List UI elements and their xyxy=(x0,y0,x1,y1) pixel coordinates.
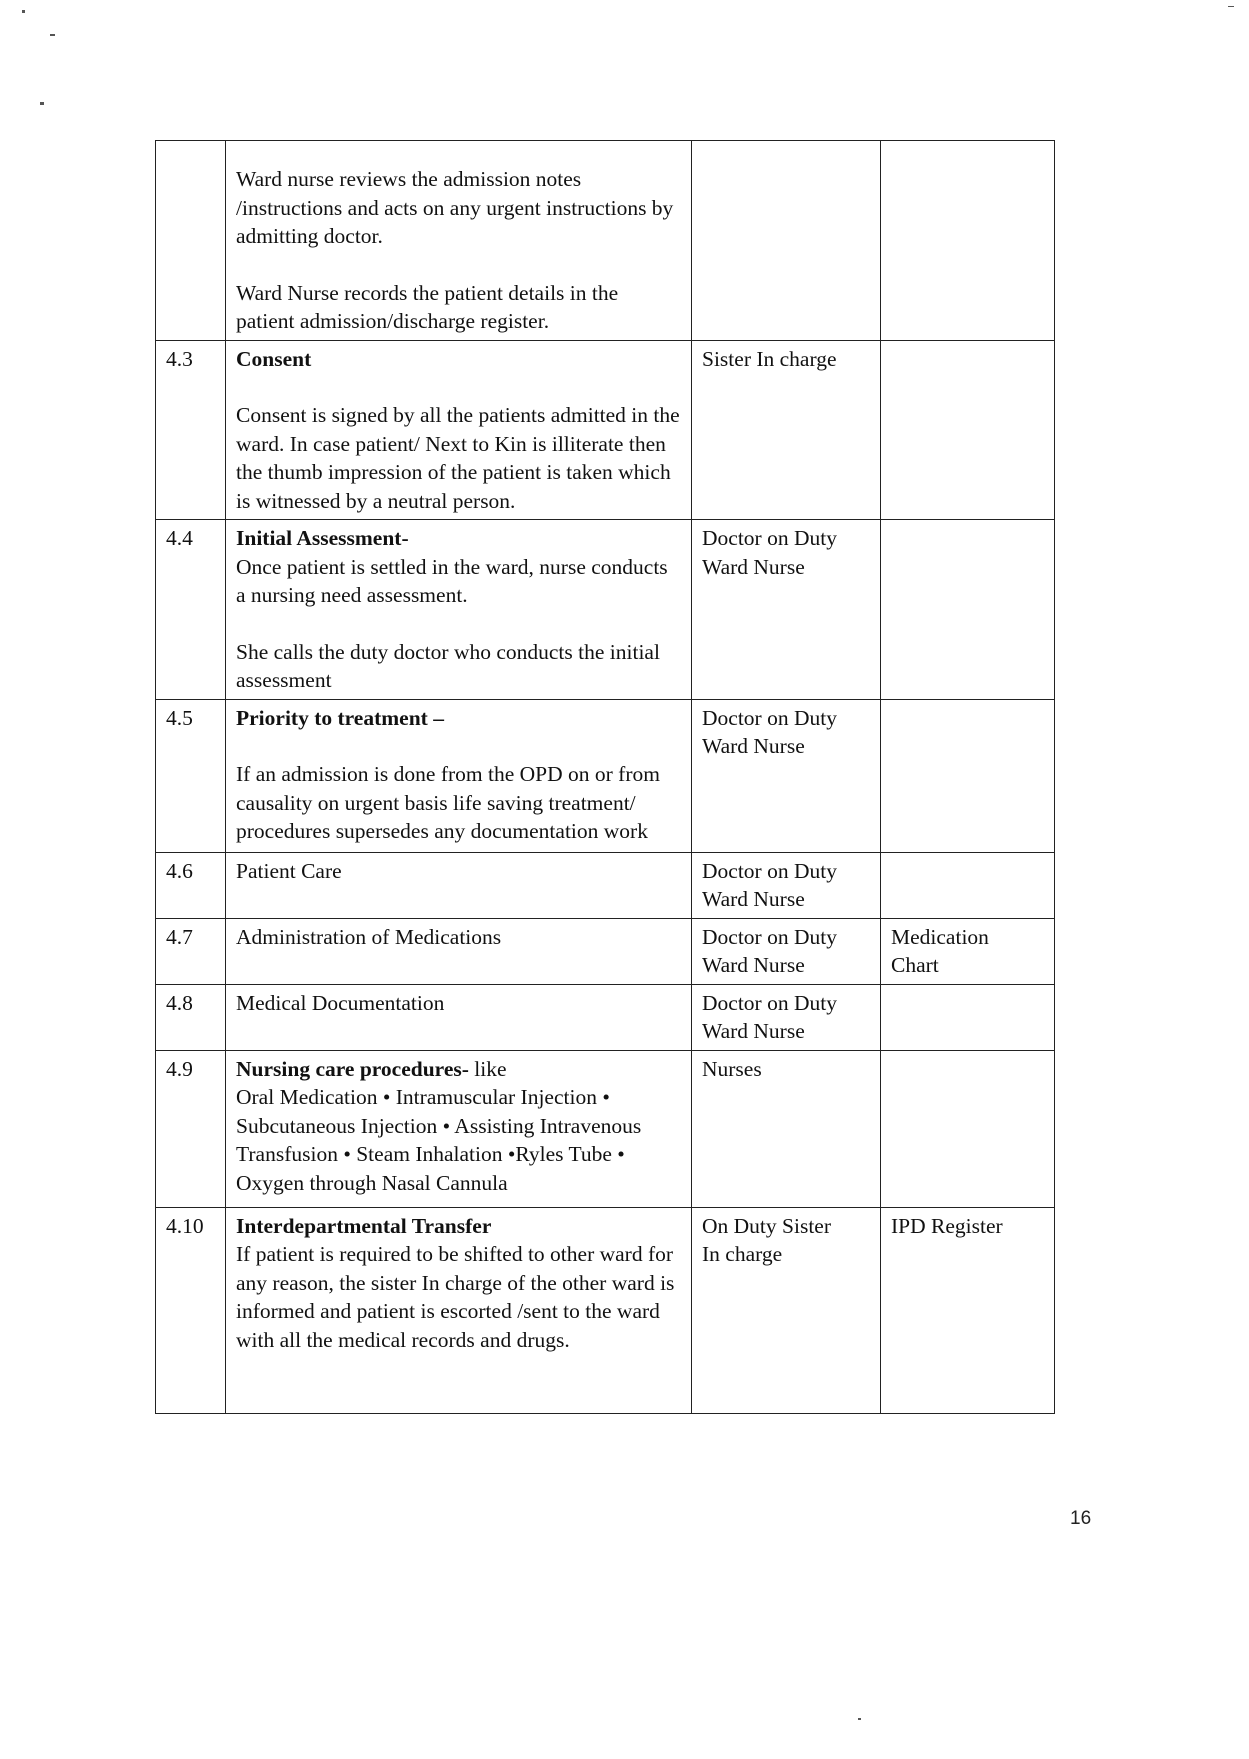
responsibility-cell xyxy=(692,918,881,984)
record-cell xyxy=(881,340,1055,520)
activity-cell xyxy=(226,984,692,1050)
responsibility-cell xyxy=(692,340,881,520)
step-number-cell xyxy=(156,1050,226,1207)
activity-heading: Priority to treatment – xyxy=(236,705,444,730)
step-number-cell xyxy=(156,918,226,984)
responsibility-cell xyxy=(692,520,881,700)
scan-speck xyxy=(50,34,55,36)
step-number-cell xyxy=(156,699,226,852)
activity-text: She calls the duty doctor who conducts the initial assessment xyxy=(236,639,660,692)
paragraph-spacer xyxy=(236,732,681,760)
responsibility-cell xyxy=(692,1050,881,1207)
responsibility-line: Nurses xyxy=(702,1056,762,1081)
step-number: 4.6 xyxy=(166,858,193,883)
scan-speck xyxy=(40,102,44,105)
table-row xyxy=(156,852,1055,918)
responsibility-line: Ward Nurse xyxy=(702,734,805,758)
activity-cell xyxy=(226,699,692,852)
record-line: Medication xyxy=(891,924,989,949)
step-number: 4.3 xyxy=(166,346,193,371)
activity-text: Oral Medication • Intramuscular Injection • Subcutaneous Injection • Assisting Intravenous Transfusion • Steam Inhalation •Ryles Tube • Oxygen through Nasal Cannula xyxy=(236,1085,642,1195)
record-cell xyxy=(881,141,1055,341)
step-number: 4.7 xyxy=(166,924,193,949)
record-cell xyxy=(881,852,1055,918)
activity-heading-suffix: like xyxy=(468,1056,507,1081)
step-number-cell xyxy=(156,340,226,520)
activity-cell xyxy=(226,340,692,520)
responsibility-line: Ward Nurse xyxy=(702,1019,805,1043)
activity-cell xyxy=(226,918,692,984)
responsibility-line: Doctor on Duty xyxy=(702,924,837,949)
activity-text: Ward nurse reviews the admission notes /instructions and acts on any urgent instructions by admitting doctor. xyxy=(236,167,674,248)
activity-text: Medical Documentation xyxy=(236,990,445,1015)
step-number: 4.4 xyxy=(166,526,193,550)
activity-cell xyxy=(226,520,692,700)
table-row xyxy=(156,984,1055,1050)
responsibility-line: Sister In charge xyxy=(702,346,837,371)
responsibility-line: Doctor on Duty xyxy=(702,990,837,1015)
activity-cell xyxy=(226,852,692,918)
scan-speck xyxy=(1228,6,1234,7)
activity-cell xyxy=(226,141,692,341)
table-row xyxy=(156,1207,1055,1413)
activity-heading-line xyxy=(236,524,681,553)
record-line: Chart xyxy=(891,953,939,977)
paragraph-spacer xyxy=(236,251,681,279)
record-line: IPD Register xyxy=(891,1213,1003,1238)
step-number-cell xyxy=(156,852,226,918)
page-number: 16 xyxy=(1070,1508,1092,1529)
table-row xyxy=(156,699,1055,852)
table-row xyxy=(156,141,1055,341)
responsibility-cell xyxy=(692,1207,881,1413)
record-cell xyxy=(881,984,1055,1050)
responsibility-cell xyxy=(692,852,881,918)
responsibility-line: Ward Nurse xyxy=(702,554,805,579)
table-row xyxy=(156,520,1055,700)
responsibility-cell xyxy=(692,699,881,852)
responsibility-line: Doctor on Duty xyxy=(702,858,837,883)
activity-heading: Interdepartmental Transfer xyxy=(236,1213,492,1238)
table-row xyxy=(156,1050,1055,1207)
table-row xyxy=(156,340,1055,520)
activity-heading-line xyxy=(236,1212,681,1241)
record-cell xyxy=(881,699,1055,852)
procedure-table xyxy=(155,140,1055,1414)
step-number: 4.5 xyxy=(166,705,193,730)
step-number: 4.10 xyxy=(166,1213,204,1238)
record-cell xyxy=(881,1050,1055,1207)
activity-cell xyxy=(226,1207,692,1413)
responsibility-line: Doctor on Duty xyxy=(702,526,837,550)
activity-heading: Consent xyxy=(236,346,312,371)
activity-text: Administration of Medications xyxy=(236,924,502,949)
activity-text: Patient Care xyxy=(236,858,342,883)
activity-heading-line xyxy=(236,704,681,733)
activity-heading-line xyxy=(236,1055,681,1084)
responsibility-line: On Duty Sister xyxy=(702,1213,831,1238)
step-number: 4.8 xyxy=(166,990,193,1015)
activity-text: Once patient is settled in the ward, nurse conducts a nursing need assessment. xyxy=(236,554,668,607)
paragraph-spacer xyxy=(236,610,681,638)
scan-speck xyxy=(858,1718,861,1720)
paragraph-spacer xyxy=(236,373,681,401)
responsibility-line: Ward Nurse xyxy=(702,887,805,911)
scan-speck xyxy=(22,10,25,13)
activity-heading: Initial Assessment- xyxy=(236,526,409,550)
record-cell xyxy=(881,1207,1055,1413)
responsibility-line: Doctor on Duty xyxy=(702,705,837,730)
activity-text: Consent is signed by all the patients admitted in the ward. In case patient/ Next to Kin is illiterate then the thumb impression of the patient is taken which is witnessed by a neutral person. xyxy=(236,403,680,513)
step-number-cell xyxy=(156,1207,226,1413)
activity-text: If patient is required to be shifted to other ward for any reason, the sister In charge of the other ward is informed and patient is escorted /sent to the ward with all the medical records and drugs. xyxy=(236,1242,675,1352)
activity-cell xyxy=(226,1050,692,1207)
record-cell xyxy=(881,918,1055,984)
responsibility-cell xyxy=(692,984,881,1050)
step-number: 4.9 xyxy=(166,1056,193,1081)
activity-heading-line xyxy=(236,345,681,374)
record-cell xyxy=(881,520,1055,700)
responsibility-line: In charge xyxy=(702,1242,783,1266)
responsibility-cell xyxy=(692,141,881,341)
step-number-cell xyxy=(156,141,226,341)
responsibility-line: Ward Nurse xyxy=(702,953,805,977)
activity-heading: Nursing care procedures- xyxy=(236,1056,469,1081)
activity-text: If an admission is done from the OPD on or from causality on urgent basis life saving treatment/ procedures supersedes any documentation work xyxy=(236,762,660,843)
activity-text: Ward Nurse records the patient details in the patient admission/discharge register. xyxy=(236,280,619,333)
step-number-cell xyxy=(156,520,226,700)
step-number-cell xyxy=(156,984,226,1050)
table-row xyxy=(156,918,1055,984)
